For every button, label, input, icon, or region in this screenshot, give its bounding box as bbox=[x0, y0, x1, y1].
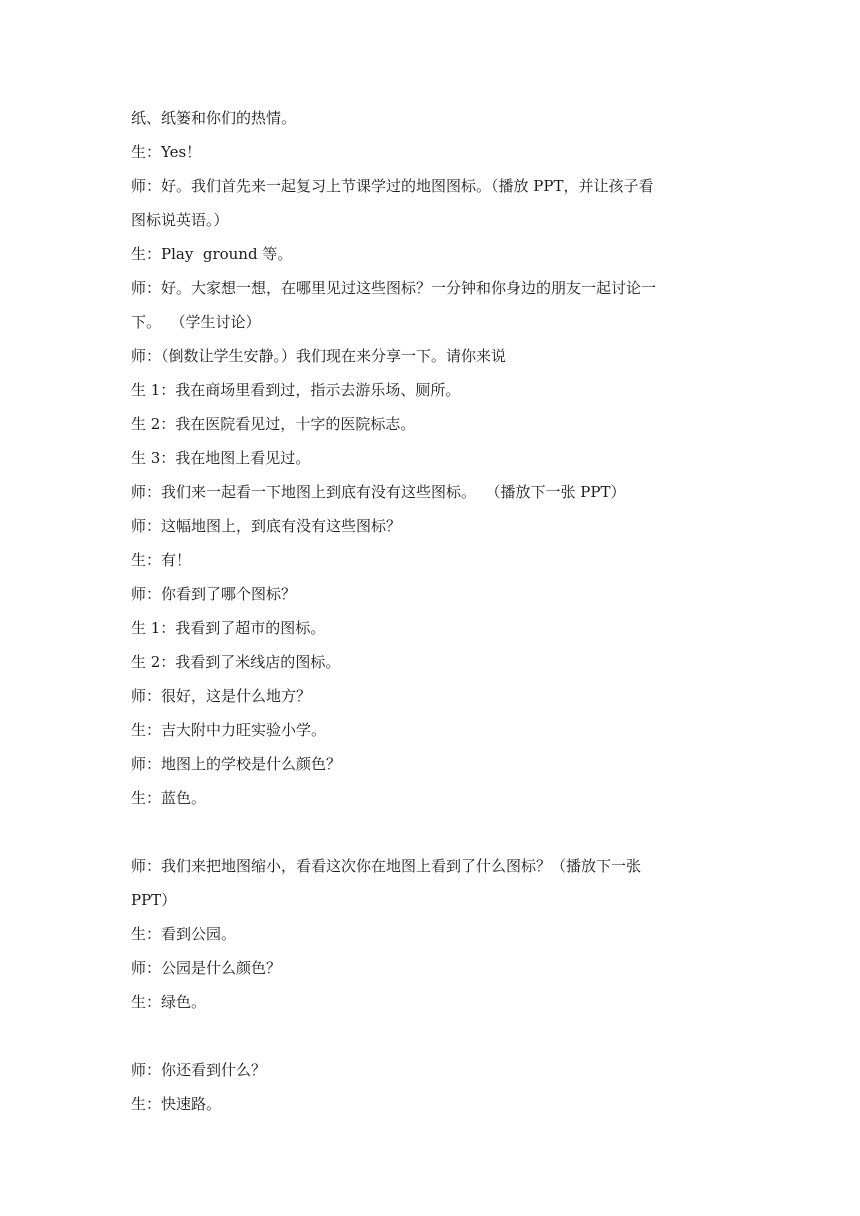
text-line: 师：公园是什么颜色？ bbox=[131, 959, 282, 977]
text-line: PPT） bbox=[131, 891, 177, 909]
text-line: 生：绿色。 bbox=[131, 993, 207, 1011]
text-line: 生：Yes！ bbox=[131, 143, 202, 161]
text-line: 生 2：我看到了米线店的图标。 bbox=[131, 653, 341, 671]
text-line: 生 2：我在医院看见过，十字的医院标志。 bbox=[131, 415, 416, 433]
text-line: 生：吉大附中力旺实验小学。 bbox=[131, 721, 327, 739]
text-line: 生 1：我看到了超市的图标。 bbox=[131, 619, 326, 637]
text-line: 师：很好，这是什么地方？ bbox=[131, 687, 312, 705]
text-line: 师：你看到了哪个图标？ bbox=[131, 585, 297, 603]
text-line: 师：（倒数让学生安静。）我们现在来分享一下。请你来说 bbox=[131, 347, 507, 365]
blank-line bbox=[131, 1019, 736, 1053]
text-line: 师：这幅地图上，到底有没有这些图标？ bbox=[131, 517, 402, 535]
text-line: 生：看到公园。 bbox=[131, 925, 237, 943]
text-line: 生 1：我在商场里看到过，指示去游乐场、厕所。 bbox=[131, 381, 461, 399]
blank-line bbox=[131, 815, 736, 849]
text-line: 生：有！ bbox=[131, 551, 192, 569]
text-line: 生：Play ground 等。 bbox=[131, 245, 293, 263]
text-line: 下。 （学生讨论） bbox=[131, 313, 261, 331]
text-line: 师：我们来一起看一下地图上到底有没有这些图标。 （播放下一张 PPT） bbox=[131, 483, 626, 501]
text-line: 生：快速路。 bbox=[131, 1095, 222, 1113]
text-line: 师：你还看到什么？ bbox=[131, 1061, 267, 1079]
text-line: 师：好。大家想一想，在哪里见过这些图标？一分钟和你身边的朋友一起讨论一 bbox=[131, 279, 657, 297]
text-line: 生：蓝色。 bbox=[131, 789, 207, 807]
text-line: 纸、纸篓和你们的热情。 bbox=[131, 109, 297, 127]
text-line: 师：地图上的学校是什么颜色？ bbox=[131, 755, 342, 773]
text-line: 图标说英语。） bbox=[131, 211, 229, 229]
transcript-body bbox=[131, 101, 736, 1121]
text-line: 师：我们来把地图缩小，看看这次你在地图上看到了什么图标？（播放下一张 bbox=[131, 857, 642, 875]
text-line: 生 3：我在地图上看见过。 bbox=[131, 449, 311, 467]
text-line: 师：好。我们首先来一起复习上节课学过的地图图标。（播放 PPT，并让孩子看 bbox=[131, 177, 654, 195]
